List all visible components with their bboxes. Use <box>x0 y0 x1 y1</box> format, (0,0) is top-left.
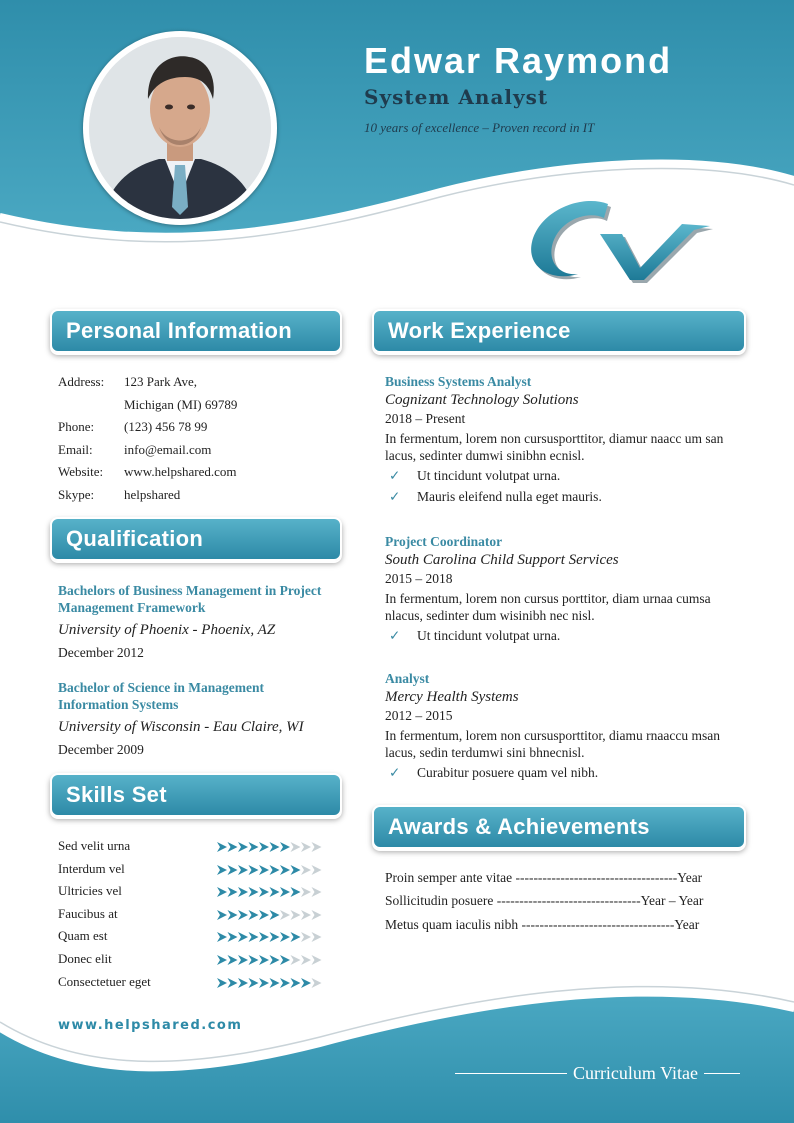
job-description: In fermentum, lorem non cursus porttitor, diam urnaa cumsa nlacus, sedinter dum wisinibh nec nisl. <box>385 591 711 623</box>
rating-arrow-filled-icon <box>217 955 227 965</box>
section-title: Personal Information <box>66 318 293 343</box>
skill-label: Sed velit urna <box>58 838 131 853</box>
rating-arrow-empty-icon <box>312 932 322 942</box>
rating-arrow-filled-icon <box>280 865 290 875</box>
job-title: Analyst <box>385 671 430 686</box>
skill-label: Ultricies vel <box>58 883 122 899</box>
rating-arrow-filled-icon <box>217 978 227 988</box>
job-role: System Analyst <box>364 85 549 109</box>
qualification-item <box>58 679 328 758</box>
job-bullet: ✓ Curabitur posuere quam vel nibh. <box>385 765 750 781</box>
job-dates: 2012 – 2015 <box>385 708 453 723</box>
rating-arrow-filled-icon <box>270 842 280 852</box>
skill-label: Consectetuer eget <box>58 973 151 989</box>
rating-arrow-filled-icon <box>270 978 280 988</box>
skills-header <box>50 773 342 817</box>
skill-rating <box>217 886 325 898</box>
institution: University of Phoenix - Phoenix, AZ <box>58 622 276 638</box>
rating-arrow-filled-icon <box>217 910 227 920</box>
rating-arrow-empty-icon <box>280 910 290 920</box>
rating-arrow-empty-icon <box>312 865 322 875</box>
rating-arrow-filled-icon <box>228 842 238 852</box>
rating-arrow-empty-icon <box>312 978 322 988</box>
rating-arrow-filled-icon <box>217 842 227 852</box>
company-name: Mercy Health Systems <box>385 689 519 705</box>
rating-arrow-filled-icon <box>228 887 238 897</box>
job-entry <box>385 534 750 644</box>
rating-arrow-filled-icon <box>228 955 238 965</box>
footer-curriculum-vitae <box>455 1063 740 1084</box>
section-title: Work Experience <box>388 318 571 343</box>
rating-arrow-filled-icon <box>270 955 280 965</box>
skill-rating <box>217 909 325 921</box>
skill-label: Quam est <box>58 928 108 944</box>
degree-title: Bachelors of Business Management in Project Management Framework <box>58 583 322 615</box>
degree-title: Bachelor of Science in Management Information Systems <box>58 680 264 712</box>
job-entry <box>385 374 750 505</box>
rating-arrow-filled-icon <box>259 910 269 920</box>
skill-rating <box>217 841 325 853</box>
rating-arrow-empty-icon <box>301 865 311 875</box>
profile-photo <box>89 37 271 219</box>
rating-arrow-filled-icon <box>238 887 248 897</box>
rating-arrow-filled-icon <box>270 887 280 897</box>
rating-arrow-filled-icon <box>280 842 290 852</box>
info-row: Skype: helpshared <box>58 487 181 502</box>
rating-arrow-filled-icon <box>291 887 301 897</box>
rating-arrow-filled-icon <box>259 865 269 875</box>
tagline: 10 years of excellence – Proven record in IT <box>364 120 595 135</box>
job-description: In fermentum, lorem non cursusporttitor, diamur naacc um san lacus, sedinter dumwi sinibhn ecnisl. <box>385 431 724 463</box>
info-row: Address: 123 Park Ave, <box>58 374 198 389</box>
rating-arrow-filled-icon <box>238 932 248 942</box>
skill-label: Interdum vel <box>58 860 125 876</box>
rating-arrow-filled-icon <box>291 978 301 988</box>
award-item: Proin semper ante vitae ------------------------------------Year <box>385 870 703 885</box>
rating-arrow-empty-icon <box>301 910 311 920</box>
person-portrait <box>89 37 271 219</box>
check-icon: ✓ <box>389 765 401 780</box>
rating-arrow-filled-icon <box>249 865 259 875</box>
personal-info-header <box>50 309 342 353</box>
rating-arrow-filled-icon <box>238 978 248 988</box>
rating-arrow-filled-icon <box>228 932 238 942</box>
rating-arrow-filled-icon <box>259 842 269 852</box>
rating-arrow-filled-icon <box>249 910 259 920</box>
rating-arrow-empty-icon <box>291 910 301 920</box>
work-experience-header <box>372 309 746 353</box>
skill-label: Donec elit <box>58 951 112 966</box>
rating-arrow-filled-icon <box>238 865 248 875</box>
rating-arrow-empty-icon <box>301 955 311 965</box>
qualification-header <box>50 517 342 561</box>
rating-arrow-filled-icon <box>259 887 269 897</box>
candidate-name: Edwar Raymond <box>364 40 673 81</box>
check-icon: ✓ <box>389 628 401 643</box>
divider <box>455 1073 567 1074</box>
rating-arrow-filled-icon <box>228 865 238 875</box>
rating-arrow-filled-icon <box>259 932 269 942</box>
job-title: Project Coordinator <box>385 534 503 549</box>
rating-arrow-filled-icon <box>270 865 280 875</box>
info-row: Phone: (123) 456 78 99 <box>58 419 208 434</box>
job-bullet: ✓ Ut tincidunt volutpat urna. <box>385 628 750 644</box>
qualification-item <box>58 582 328 661</box>
rating-arrow-filled-icon <box>280 932 290 942</box>
rating-arrow-filled-icon <box>280 978 290 988</box>
footer-website-link[interactable]: www.helpshared.com <box>58 1018 243 1033</box>
award-item: Metus quam iaculis nibh ----------------------------------Year <box>385 917 700 932</box>
rating-arrow-empty-icon <box>301 887 311 897</box>
job-bullet: ✓ Ut tincidunt volutpat urna. <box>385 468 750 484</box>
rating-arrow-empty-icon <box>301 932 311 942</box>
rating-arrow-filled-icon <box>291 932 301 942</box>
job-description: In fermentum, lorem non cursusporttitor, diamu rnaaccu msan lacus, sedin terdumwi sini bhnecnisl. <box>385 728 720 760</box>
rating-arrow-filled-icon <box>238 910 248 920</box>
rating-arrow-filled-icon <box>217 932 227 942</box>
job-dates: 2015 – 2018 <box>385 571 453 586</box>
graduation-date: December 2012 <box>58 645 144 660</box>
rating-arrow-filled-icon <box>259 978 269 988</box>
rating-arrow-filled-icon <box>280 887 290 897</box>
skill-rating <box>217 954 325 966</box>
award-item: Sollicitudin posuere --------------------------------Year – Year <box>385 893 704 908</box>
section-title: Skills Set <box>66 782 167 807</box>
job-bullet: ✓ Mauris eleifend nulla eget mauris. <box>385 489 750 505</box>
rating-arrow-filled-icon <box>301 978 311 988</box>
skill-rating <box>217 931 325 943</box>
info-row: Email: info@email.com <box>58 442 212 457</box>
check-icon: ✓ <box>389 468 401 483</box>
rating-arrow-empty-icon <box>291 842 301 852</box>
rating-arrow-filled-icon <box>249 978 259 988</box>
rating-arrow-empty-icon <box>301 842 311 852</box>
graduation-date: December 2009 <box>58 742 144 757</box>
divider <box>704 1073 740 1074</box>
skill-rating <box>217 977 325 989</box>
awards-header <box>372 805 746 849</box>
info-row: Michigan (MI) 69789 <box>124 397 238 412</box>
rating-arrow-filled-icon <box>280 955 290 965</box>
rating-arrow-empty-icon <box>312 910 322 920</box>
rating-arrow-filled-icon <box>217 887 227 897</box>
rating-arrow-empty-icon <box>312 887 322 897</box>
rating-arrow-filled-icon <box>228 910 238 920</box>
rating-arrow-filled-icon <box>217 865 227 875</box>
rating-arrow-empty-icon <box>312 955 322 965</box>
rating-arrow-filled-icon <box>270 932 280 942</box>
rating-arrow-filled-icon <box>238 842 248 852</box>
rating-arrow-empty-icon <box>312 842 322 852</box>
job-title: Business Systems Analyst <box>385 374 532 389</box>
rating-arrow-filled-icon <box>270 910 280 920</box>
rating-arrow-filled-icon <box>238 955 248 965</box>
rating-arrow-empty-icon <box>291 955 301 965</box>
job-entry <box>385 671 750 781</box>
rating-arrow-filled-icon <box>249 887 259 897</box>
rating-arrow-filled-icon <box>259 955 269 965</box>
company-name: South Carolina Child Support Services <box>385 552 619 568</box>
rating-arrow-filled-icon <box>249 955 259 965</box>
section-title: Awards & Achievements <box>388 814 650 839</box>
section-title: Qualification <box>66 526 204 551</box>
rating-arrow-filled-icon <box>291 865 301 875</box>
rating-arrow-filled-icon <box>228 978 238 988</box>
job-dates: 2018 – Present <box>385 411 466 426</box>
rating-arrow-filled-icon <box>249 842 259 852</box>
footer-label: Curriculum Vitae <box>572 1063 698 1083</box>
skill-label: Faucibus at <box>58 905 118 921</box>
institution: University of Wisconsin - Eau Claire, WI <box>58 719 304 735</box>
check-icon: ✓ <box>389 489 401 504</box>
cv-logo-icon <box>522 196 722 286</box>
rating-arrow-filled-icon <box>249 932 259 942</box>
skill-rating <box>217 864 325 876</box>
company-name: Cognizant Technology Solutions <box>385 392 579 408</box>
info-row: Website: www.helpshared.com <box>58 464 237 479</box>
